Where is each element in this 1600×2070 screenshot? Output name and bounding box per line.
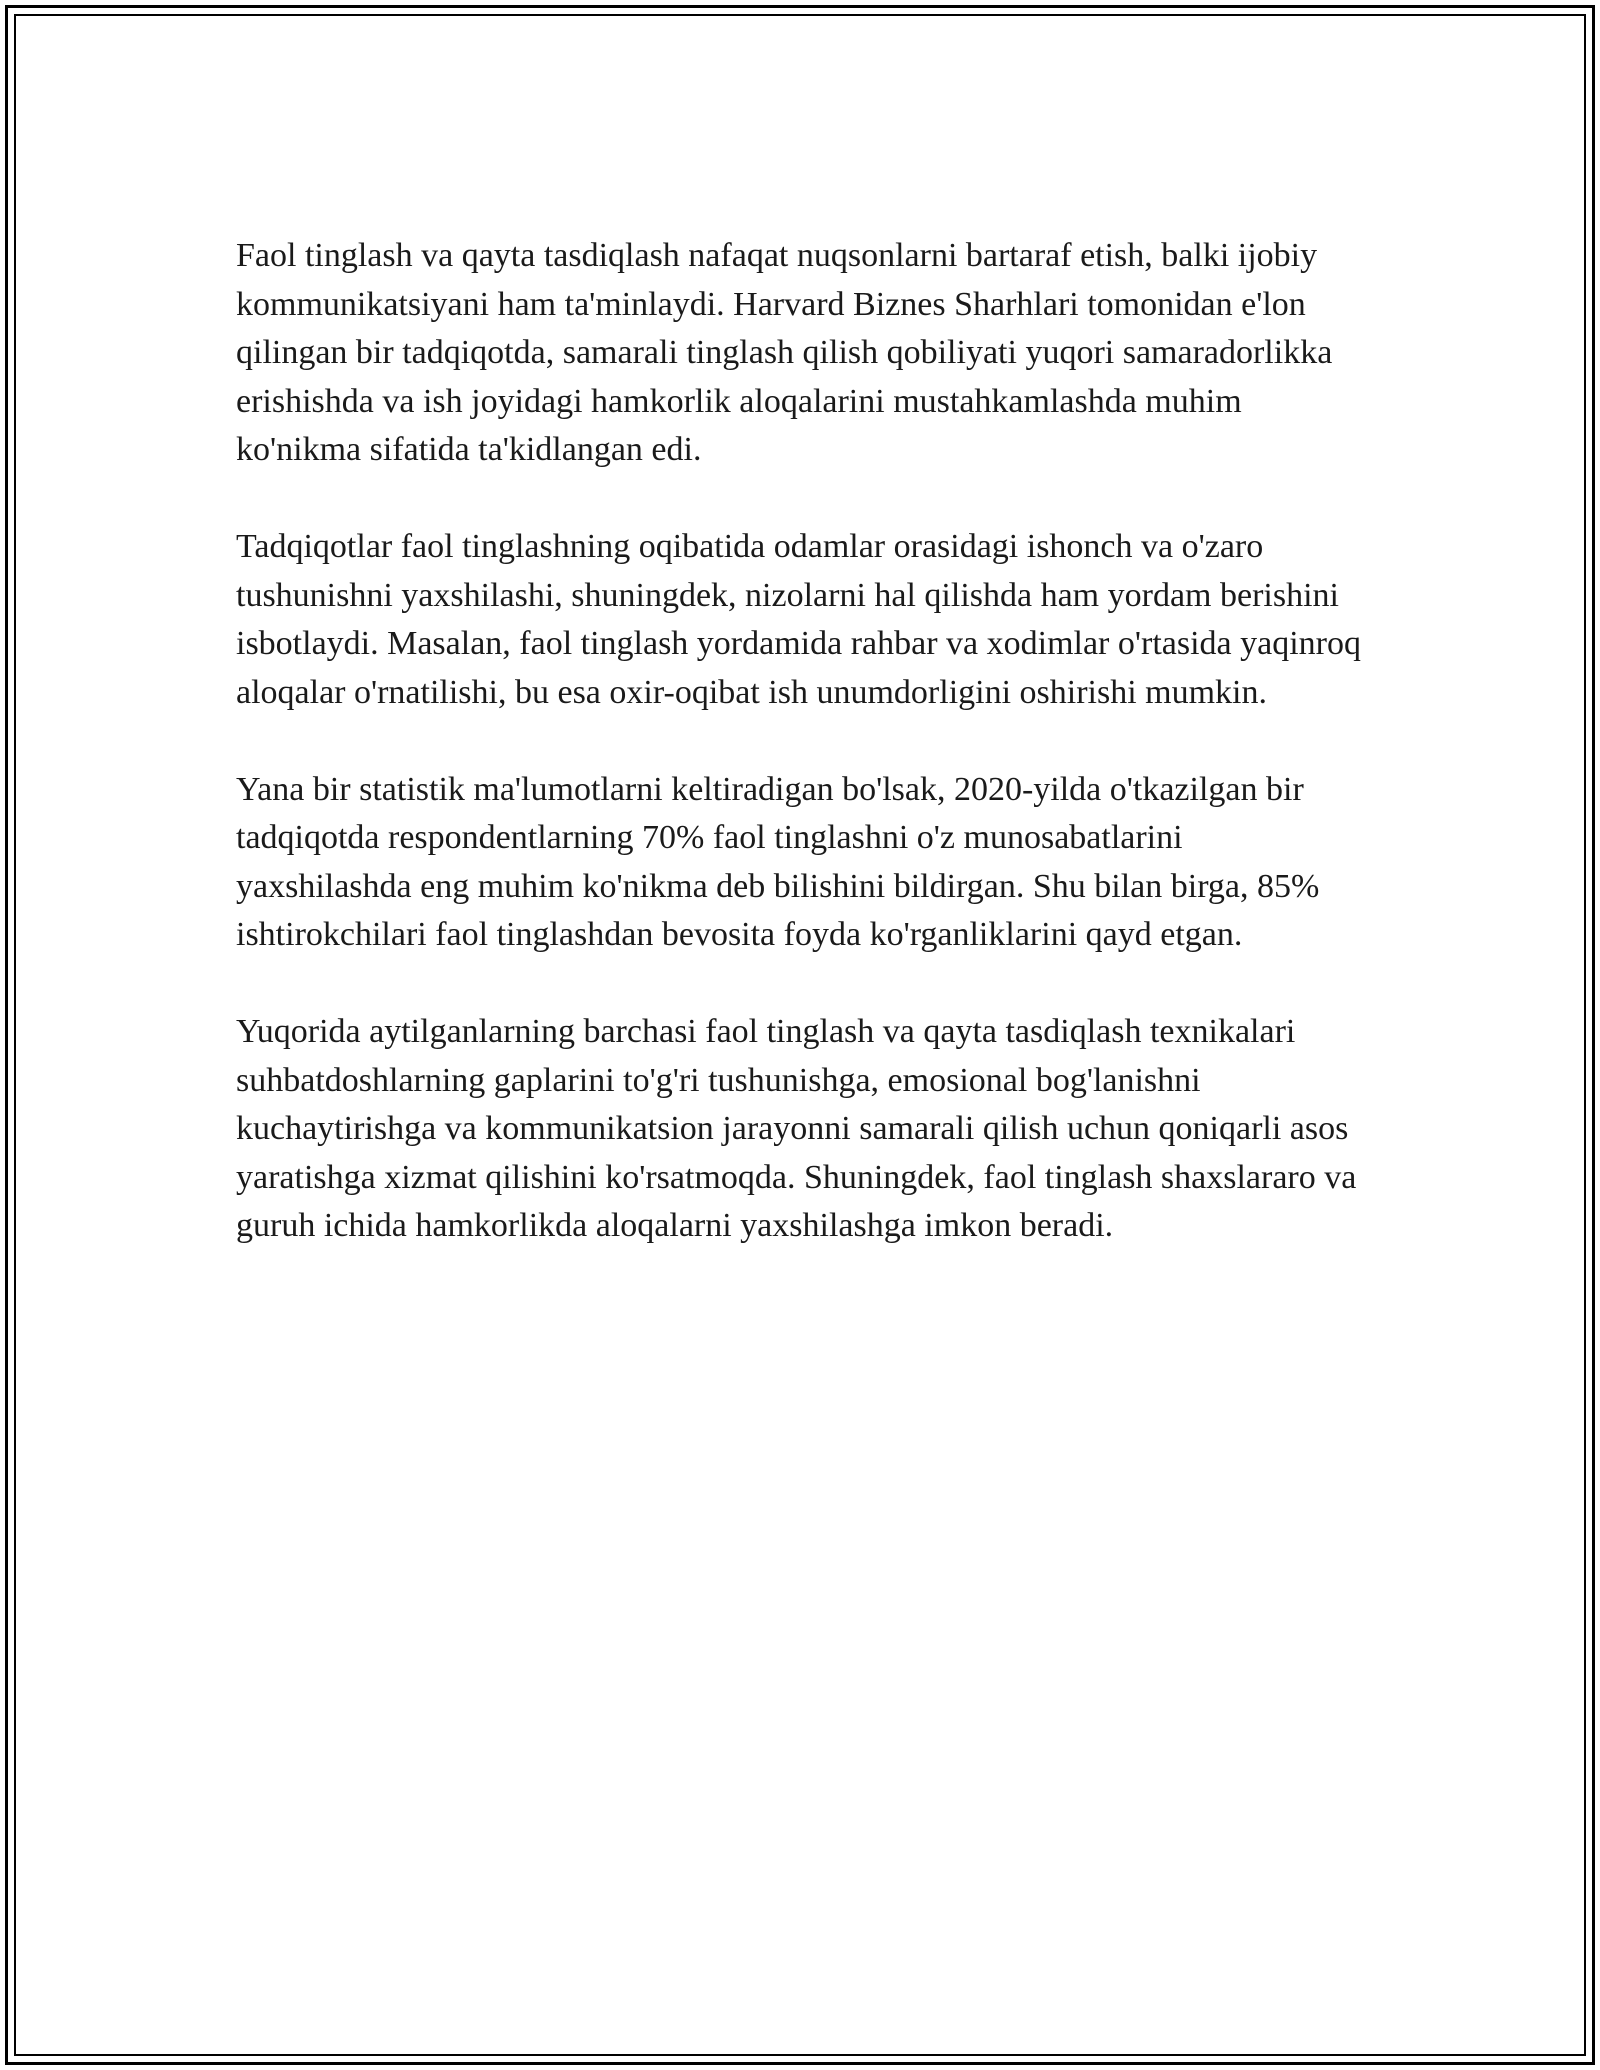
paragraph-4: Yuqorida aytilganlarning barchasi faol tinglash va qayta tasdiqlash texnikalari suhbatdoshlarning gaplarini to'g'ri tushunishga, emosional bog'lanishni kuchaytirishga va kommunikatsion jarayonni samarali qilish uchun qoniqarli asos yaratishga xizmat qilishini ko'rsatmoqda. Shuningdek, faol tinglash shaxslararo va guruh ichida hamkorlikda aloqalarni yaxshilashga imkon beradi. <box>236 1013 1357 1244</box>
paragraph-3: Yana bir statistik ma'lumotlarni keltiradigan bo'lsak, 2020-yilda o'tkazilgan bir tadqiqotda respondentlarning 70% faol tinglashni o'z munosabatlarini yaxshilashda eng muhim ko'nikma deb bilishini bildirgan. Shu bilan birga, 85% ishtirokchilari faol tinglashdan bevosita foyda ko'rganliklarini qayd etgan. <box>236 770 1320 953</box>
paragraph-1: Faol tinglash va qayta tasdiqlash nafaqat nuqsonlarni bartaraf etish, balki ijobiy kommunikatsiyani ham ta'minlaydi. Harvard Biznes Sharhlari tomonidan e'lon qilingan bir tadqiqotda, samarali tinglash qilish qobiliyati yuqori samaradorlikka erishishda va ish joyidagi hamkorlik aloqalarini mustahkamlashda muhim ko'nikma sifatida ta'kidlangan edi. <box>236 237 1333 468</box>
paragraph-2: Tadqiqotlar faol tinglashning oqibatida odamlar orasidagi ishonch va o'zaro tushunishni yaxshilashi, shuningdek, nizolarni hal qilishda ham yordam berishini isbotlaydi. Masalan, faol tinglash yordamida rahbar va xodimlar o'rtasida yaqinroq aloqalar o'rnatilishi, bu esa oxir-oqibat ish unumdorligini oshirishi mumkin. <box>236 528 1361 711</box>
document-body <box>236 232 1366 1299</box>
